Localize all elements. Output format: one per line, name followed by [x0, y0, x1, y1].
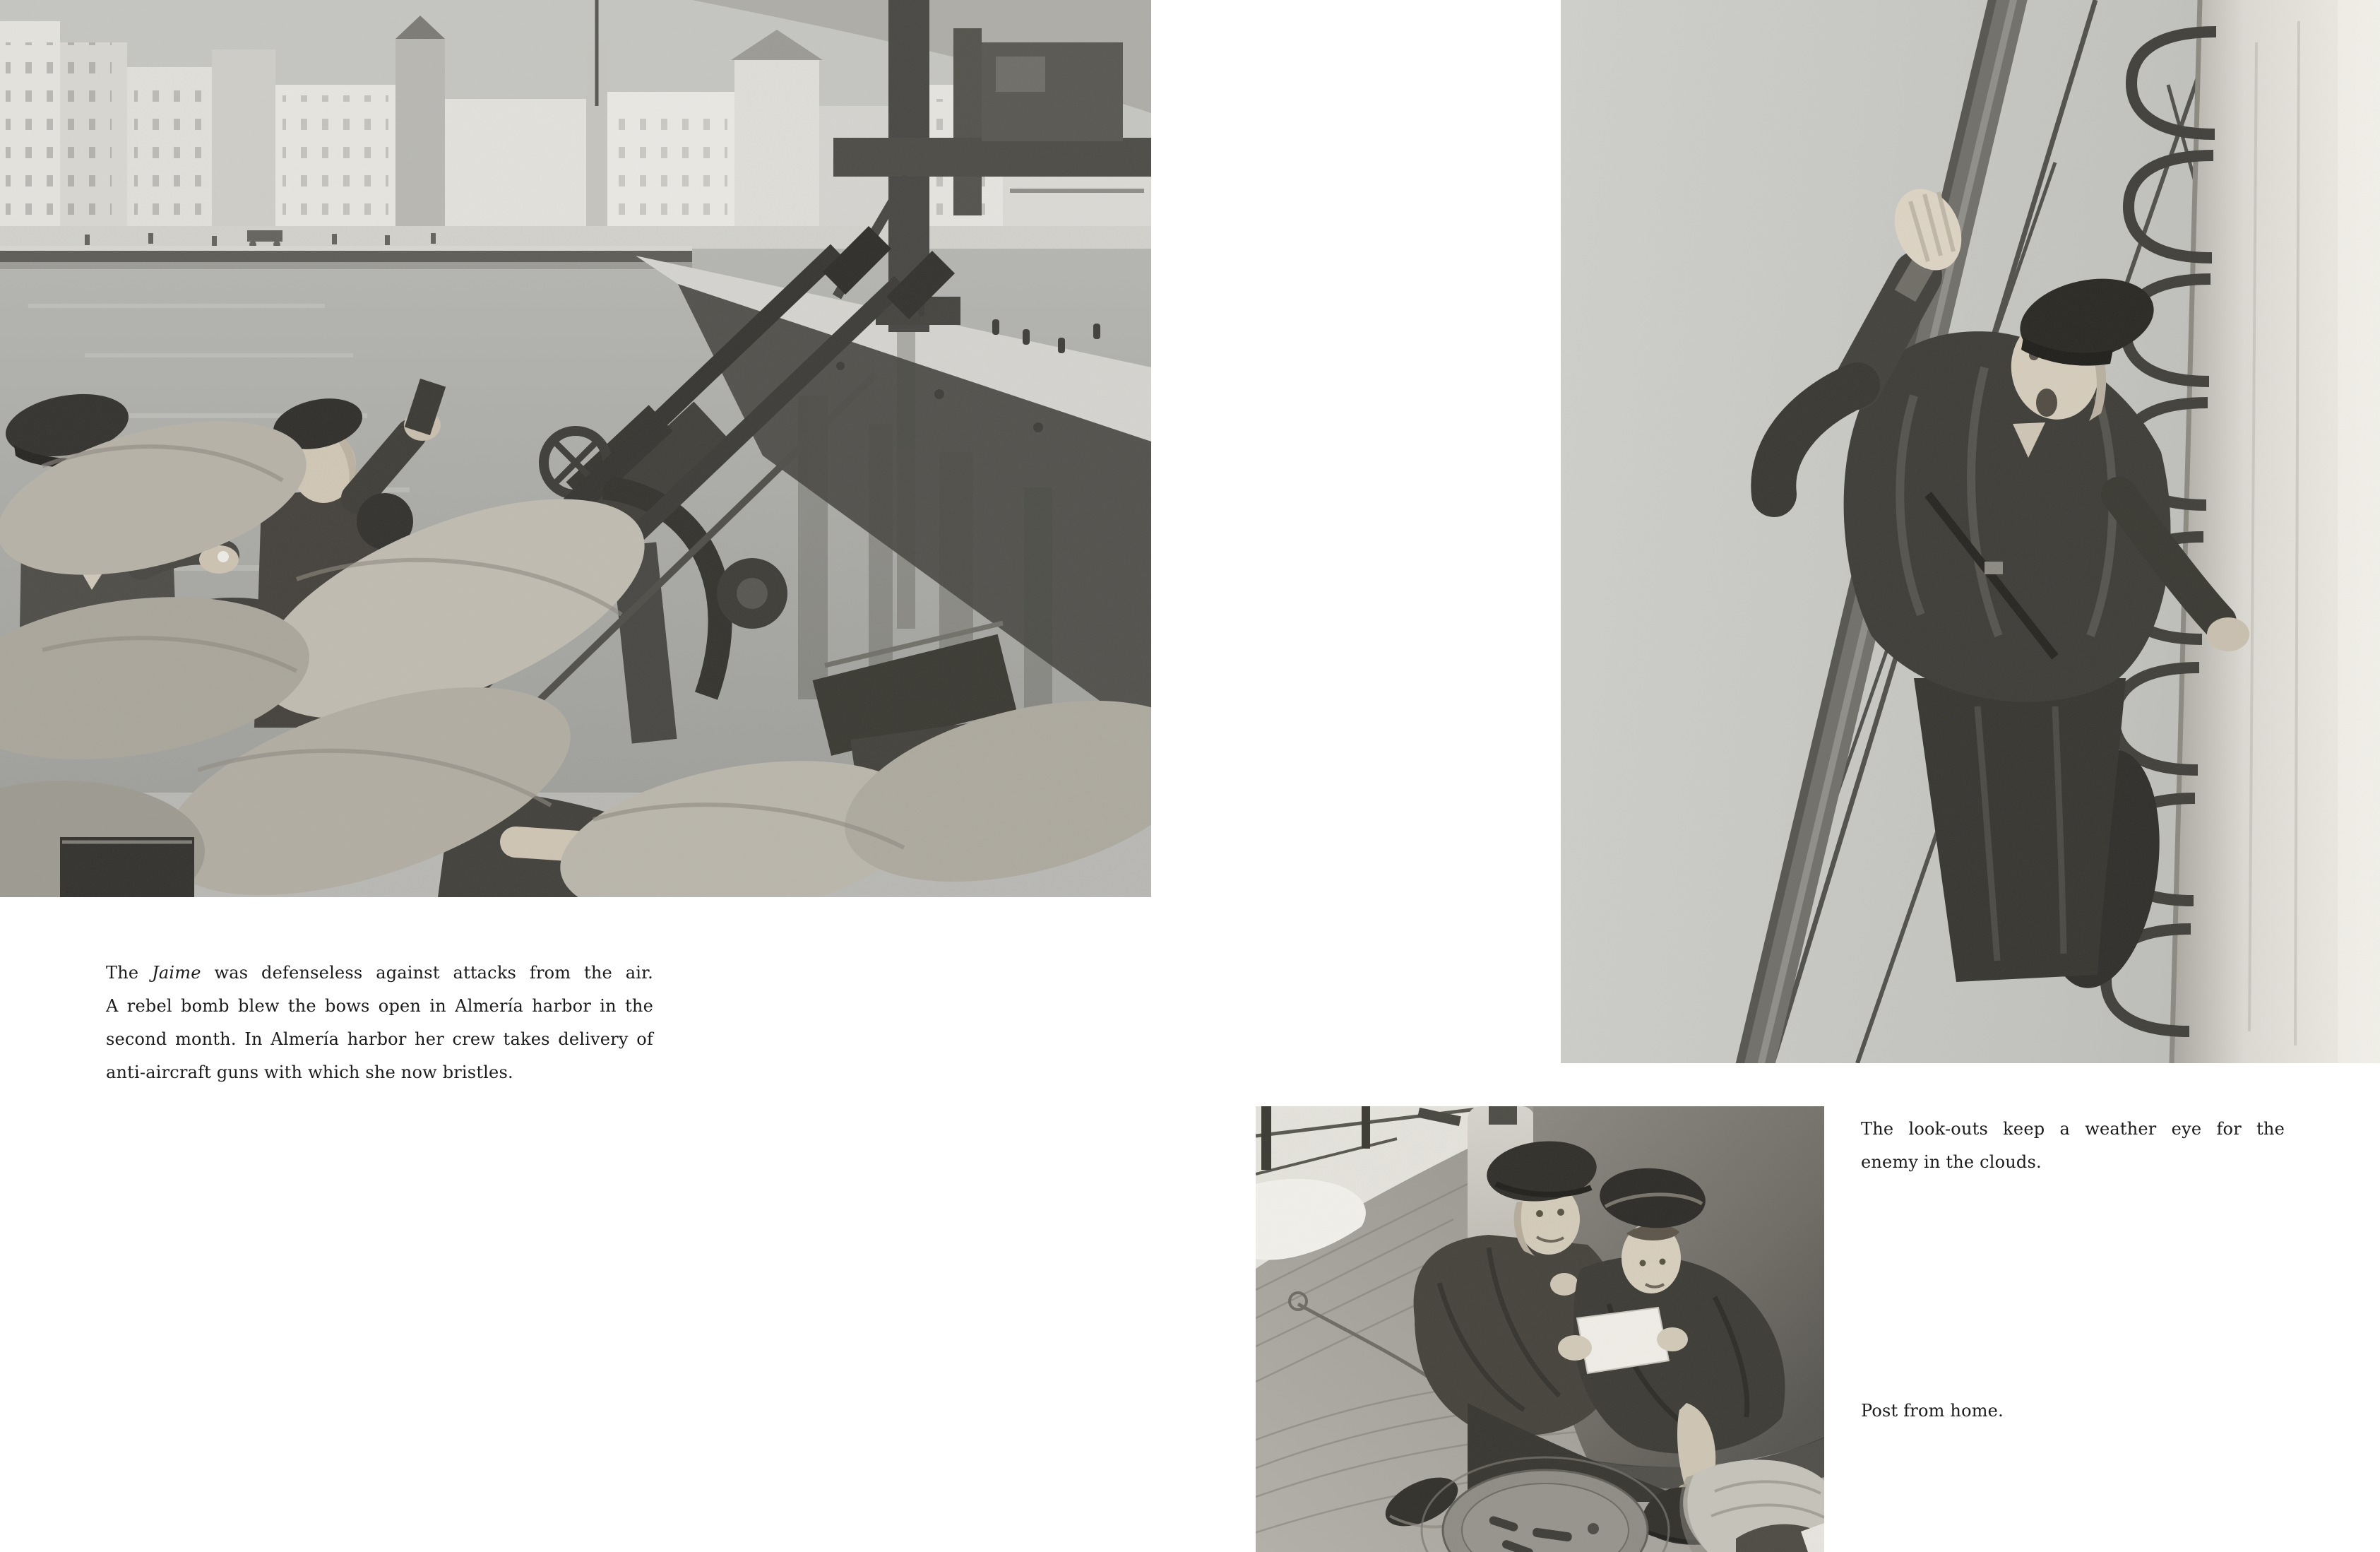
caption-lookouts: [1861, 1113, 2285, 1179]
caption-post-line1: Post from home.: [1861, 1401, 2004, 1421]
ship-name-italic: Jaime: [152, 963, 201, 983]
letter-photo-illustration: [1256, 1106, 1824, 1552]
caption-lookouts-line1: The look-outs keep a weather eye for the: [1861, 1119, 2285, 1139]
photo-harbor-aa-guns: [0, 0, 1151, 897]
caption-jaime-line4: anti-aircraft guns with which she now bristles.: [106, 1062, 513, 1082]
caption-jaime-line1: [106, 956, 653, 990]
lookout-photo-illustration: [1561, 0, 2380, 1063]
photo-lookout-sailor: [1561, 0, 2380, 1063]
caption-text: was defenseless against attacks from the air.: [214, 963, 653, 983]
photo-sailors-reading-letter: [1256, 1106, 1824, 1552]
caption-text: The: [106, 963, 139, 983]
caption-lookouts-line2: enemy in the clouds.: [1861, 1152, 2042, 1172]
caption-jaime-line3: second month. In Almería harbor her crew takes delivery of: [106, 1029, 653, 1049]
caption-post: [1861, 1394, 2285, 1428]
caption-jaime: [106, 956, 653, 1089]
harbor-photo-illustration: [0, 0, 1151, 897]
caption-jaime-line2: A rebel bomb blew the bows open in Almería harbor in the: [106, 996, 653, 1016]
